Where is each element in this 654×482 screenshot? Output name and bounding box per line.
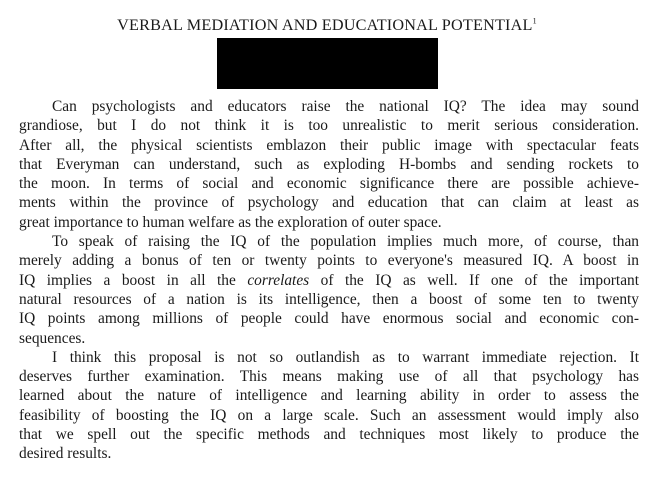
text-line: that Everyman can understand, such as exploding H-bombs and sending rockets to	[19, 155, 639, 173]
text-line: ments within the province of psychology and education that can claim at least as	[19, 194, 639, 212]
text-line: feasibility of boosting the IQ on a large scale. Such an assessment would imply also	[19, 406, 639, 424]
text-line: Can psychologists and educators raise the national IQ? The idea may sound	[52, 98, 639, 115]
text-run: IQ implies a boost in all the	[19, 271, 248, 289]
text-line: deserves further examination. This means making use of all that psychology has	[19, 368, 639, 386]
paragraph	[19, 348, 639, 464]
text-line: desired results.	[19, 445, 112, 463]
text-line: To speak of raising the IQ of the population implies much more, of course, than	[52, 233, 639, 251]
paragraph	[19, 232, 639, 348]
emphasized-word: correlates	[247, 271, 310, 289]
article-title	[0, 16, 654, 35]
text-line: IQ points among millions of people could have enormous social and economic con-	[19, 310, 639, 328]
text-line: sequences.	[19, 329, 86, 347]
text-line: grandiose, but I do not think it is too unrealistic to merit serious consideration.	[19, 117, 639, 135]
article-title-text: VERBAL MEDIATION AND EDUCATIONAL POTENTIAL	[117, 16, 533, 34]
body-text	[19, 97, 639, 464]
paragraph	[19, 97, 639, 232]
text-line: the moon. In terms of social and economic significance there are possible achieve-	[19, 175, 639, 193]
redacted-author-block	[217, 38, 438, 89]
text-line: natural resources of a nation is its intelligence, then a boost of some ten to twenty	[19, 290, 639, 308]
text-line: I think this proposal is not so outlandish as to warrant immediate rejection. It	[52, 348, 639, 366]
text-line: that we spell out the specific methods and techniques most likely to produce the	[19, 426, 639, 444]
footnote-marker: 1	[532, 16, 537, 26]
text-line: After all, the physical scientists emblazon their public image with spectacular feats	[19, 136, 639, 154]
text-line: great importance to human welfare as the exploration of outer space.	[19, 213, 442, 231]
text-line: merely adding a bonus of ten or twenty points to everyone's measured IQ. A boost in	[19, 252, 639, 270]
text-line: learned about the nature of intelligence and learning ability in order to assess the	[19, 387, 639, 405]
text-run: of the IQ as well. If one of the important	[309, 271, 639, 289]
text-line	[19, 271, 639, 290]
